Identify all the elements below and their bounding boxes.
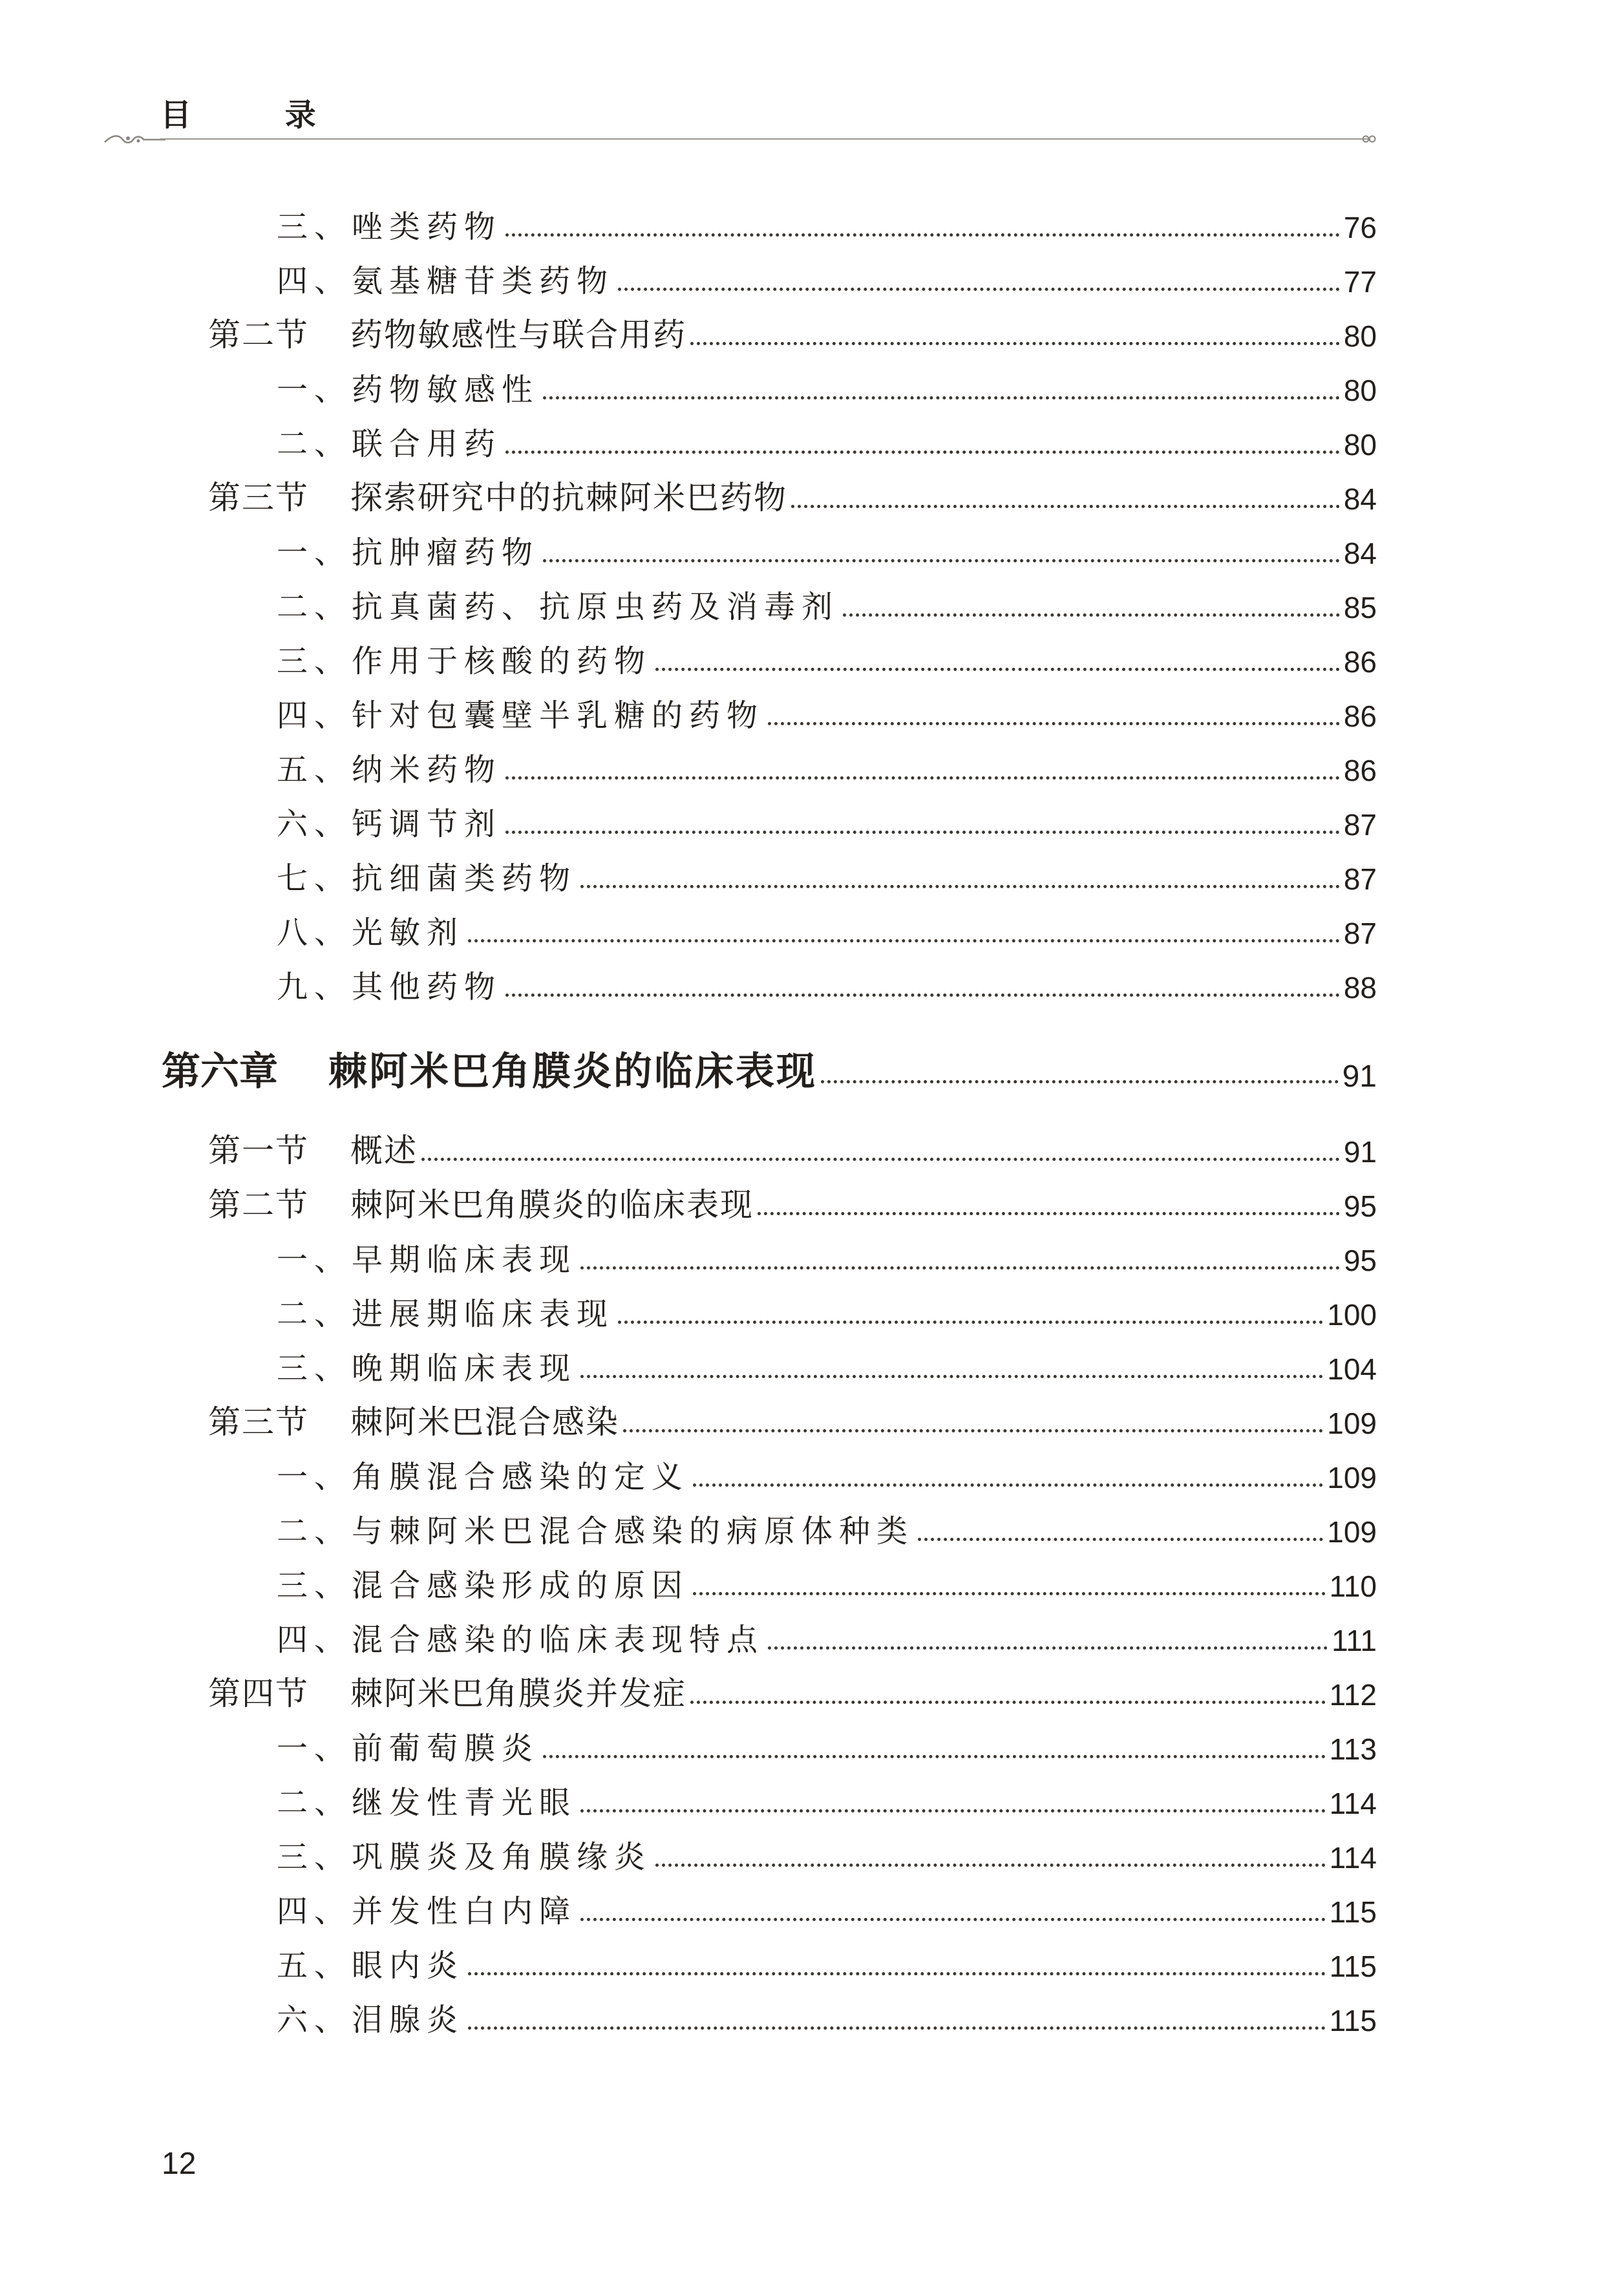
toc-entry-page: 84 <box>1343 537 1377 570</box>
toc-entry-page: 87 <box>1343 917 1377 950</box>
toc-entry-label: 七、 <box>277 860 352 897</box>
toc-entry-title: 唑类药物 <box>352 209 502 245</box>
dot-leader <box>690 342 1340 345</box>
toc-entry-label: 第三节 <box>208 1403 309 1441</box>
toc-entry-page: 110 <box>1329 1569 1377 1603</box>
toc-entry-label: 五、 <box>277 752 352 788</box>
toc-entry-page: 91 <box>1343 1135 1377 1169</box>
toc-entry-page: 112 <box>1329 1678 1377 1712</box>
toc-item <box>277 1993 1377 2039</box>
toc-item <box>277 1233 1377 1279</box>
toc-item <box>277 1722 1377 1767</box>
toc-item <box>277 363 1377 409</box>
toc-item <box>277 1939 1377 1984</box>
dot-leader <box>468 1972 1326 1975</box>
toc-entry-title: 探索研究中的抗棘阿米巴药物 <box>350 479 787 516</box>
toc-item <box>277 1342 1377 1387</box>
dot-leader <box>580 1375 1323 1378</box>
toc-entry-page: 87 <box>1343 862 1377 896</box>
toc-entry-label: 二、 <box>277 1785 352 1821</box>
dot-leader <box>623 1429 1323 1432</box>
toc-entry-page: 86 <box>1343 645 1377 679</box>
toc-entry-title: 药物敏感性 <box>352 372 540 408</box>
toc-entry-label: 九、 <box>277 969 352 1005</box>
toc-section <box>208 1125 1377 1170</box>
toc-entry-label: 一、 <box>277 535 352 571</box>
dot-leader <box>618 288 1340 291</box>
toc-entry-label: 一、 <box>277 1242 352 1278</box>
toc-item <box>277 689 1377 734</box>
dot-leader <box>468 939 1340 942</box>
toc-entry-title: 与棘阿米巴混合感染的病原体种类 <box>352 1513 915 1549</box>
dot-leader <box>768 1646 1328 1650</box>
toc-entry-page: 113 <box>1329 1732 1377 1766</box>
toc-section <box>208 472 1377 517</box>
dot-leader <box>843 613 1340 617</box>
toc-item <box>277 1776 1377 1822</box>
toc-entry-label: 一、 <box>277 1459 352 1495</box>
toc-item <box>277 1831 1377 1876</box>
toc-entry-label: 一、 <box>277 1730 352 1767</box>
dot-leader <box>580 885 1340 888</box>
toc-item <box>277 1451 1377 1496</box>
toc-entry-page: 86 <box>1343 754 1377 787</box>
toc-entry-title: 纳米药物 <box>352 752 502 788</box>
toc-entry-title: 针对包囊壁半乳糖的药物 <box>352 697 765 734</box>
toc-entry-page: 80 <box>1343 428 1377 462</box>
toc-entry-title: 光敏剂 <box>352 915 465 951</box>
dot-leader <box>655 1864 1326 1867</box>
toc-entry-label: 二、 <box>277 426 352 462</box>
toc-item <box>277 580 1377 626</box>
toc-entry-title: 联合用药 <box>352 426 502 462</box>
toc-item <box>277 635 1377 680</box>
toc-entry-page: 86 <box>1343 699 1377 733</box>
toc-entry-page: 95 <box>1343 1189 1377 1223</box>
toc-entry-title: 药物敏感性与联合用药 <box>350 316 686 354</box>
toc-section <box>208 1668 1377 1713</box>
dot-leader <box>690 1701 1326 1704</box>
toc-entry-page: 84 <box>1343 482 1377 516</box>
dot-leader <box>421 1158 1340 1161</box>
toc-entry-label: 三、 <box>277 643 352 679</box>
toc-entry-label: 四、 <box>277 1893 352 1929</box>
toc-item <box>277 961 1377 1006</box>
toc-entry-page: 80 <box>1343 374 1377 407</box>
toc-entry-title: 眼内炎 <box>352 1948 465 1984</box>
toc-entry-title: 混合感染的临床表现特点 <box>352 1622 765 1658</box>
dot-leader <box>791 505 1340 508</box>
dot-leader <box>693 1483 1323 1487</box>
toc-item <box>277 1885 1377 1930</box>
toc-entry-label: 第四节 <box>208 1675 309 1712</box>
toc-entry-title: 棘阿米巴角膜炎的临床表现 <box>328 1049 817 1094</box>
toc-entry-page: 100 <box>1327 1298 1377 1332</box>
dot-leader <box>543 1755 1326 1758</box>
toc-entry-label: 第三节 <box>208 479 309 516</box>
toc-entry-label: 一、 <box>277 372 352 408</box>
toc-entry-label: 三、 <box>277 1350 352 1387</box>
toc-entry-label: 三、 <box>277 209 352 245</box>
toc-entry-page: 104 <box>1327 1352 1377 1386</box>
dot-leader <box>505 994 1340 997</box>
header-title: 目 录 <box>160 97 357 133</box>
toc-entry-label: 二、 <box>277 589 352 625</box>
toc-entry-page: 109 <box>1327 1515 1377 1549</box>
toc-entry-title: 氨基糖苷类药物 <box>352 263 615 299</box>
toc-entry-label: 六、 <box>277 2002 352 2038</box>
toc-item <box>277 200 1377 246</box>
toc-entry-page: 115 <box>1329 1950 1377 1983</box>
toc-entry-label: 六、 <box>277 806 352 842</box>
dot-leader <box>505 451 1340 454</box>
toc-entry-page: 115 <box>1329 2004 1377 2037</box>
toc-entry-title: 继发性青光眼 <box>352 1785 577 1821</box>
toc-entry-title: 抗肿瘤药物 <box>352 535 540 571</box>
toc-entry-page: 88 <box>1343 971 1377 1004</box>
toc-entry-label: 三、 <box>277 1839 352 1875</box>
toc-entry-title: 晚期临床表现 <box>352 1350 577 1387</box>
toc-entry-title: 角膜混合感染的定义 <box>352 1459 690 1495</box>
dot-leader <box>821 1080 1339 1083</box>
toc-entry-page: 109 <box>1327 1407 1377 1440</box>
toc-entry-title: 抗真菌药、抗原虫药及消毒剂 <box>352 589 840 625</box>
toc-entry-label: 四、 <box>277 263 352 299</box>
page-number: 12 <box>162 2147 196 2181</box>
toc-entry-label: 第六章 <box>162 1049 278 1094</box>
toc-entry-label: 第二节 <box>208 316 309 354</box>
toc-item <box>277 798 1377 843</box>
dot-leader <box>580 1809 1326 1812</box>
toc-entry-page: 95 <box>1343 1244 1377 1277</box>
dot-leader <box>468 2026 1326 2030</box>
toc-entry-page: 111 <box>1332 1624 1377 1657</box>
dot-leader <box>918 1538 1323 1541</box>
toc-entry-label: 四、 <box>277 697 352 734</box>
toc-item <box>277 255 1377 300</box>
toc-entry-page: 114 <box>1329 1787 1377 1820</box>
dot-leader <box>693 1592 1326 1595</box>
dot-leader <box>505 776 1340 780</box>
dot-leader <box>505 233 1340 237</box>
toc-entry-title: 棘阿米巴混合感染 <box>350 1403 619 1441</box>
toc-entry-label: 三、 <box>277 1568 352 1604</box>
toc-entry-title: 混合感染形成的原因 <box>352 1568 690 1604</box>
toc-entry-title: 抗细菌类药物 <box>352 860 577 897</box>
toc-section <box>208 1396 1377 1441</box>
toc-entry-title: 前葡萄膜炎 <box>352 1730 540 1767</box>
toc-entry-label: 二、 <box>277 1296 352 1332</box>
toc-entry-label: 第二节 <box>208 1186 309 1224</box>
toc-entry-label: 八、 <box>277 915 352 951</box>
toc-entry-page: 109 <box>1327 1461 1377 1494</box>
toc-item <box>277 852 1377 897</box>
toc-entry-label: 第一节 <box>208 1132 309 1169</box>
toc-entry-title: 棘阿米巴角膜炎并发症 <box>350 1675 686 1712</box>
toc-entry-page: 87 <box>1343 808 1377 842</box>
toc-section <box>208 1179 1377 1224</box>
toc-entry-page: 91 <box>1342 1059 1377 1094</box>
toc-entry-label: 五、 <box>277 1948 352 1984</box>
toc-entry-page: 114 <box>1329 1841 1377 1875</box>
toc-entry-title: 早期临床表现 <box>352 1242 577 1278</box>
toc-entry-title: 其他药物 <box>352 969 502 1005</box>
dot-leader <box>655 668 1340 671</box>
dot-leader <box>543 396 1340 399</box>
toc-entry-page: 115 <box>1329 1895 1377 1929</box>
toc-item <box>277 418 1377 463</box>
dot-leader <box>580 1918 1326 1921</box>
toc-entry-title: 棘阿米巴角膜炎的临床表现 <box>350 1186 754 1224</box>
dot-leader <box>618 1321 1323 1324</box>
toc-item <box>277 1288 1377 1333</box>
dot-leader <box>768 722 1340 725</box>
toc-entry-title: 概述 <box>350 1132 418 1169</box>
dot-leader <box>580 1266 1340 1270</box>
dot-leader <box>505 831 1340 834</box>
toc-chapter <box>162 1041 1377 1095</box>
toc-entry-page: 76 <box>1343 211 1377 244</box>
toc-entry-label: 四、 <box>277 1622 352 1658</box>
toc-entry-page: 85 <box>1343 591 1377 624</box>
toc-entry-title: 进展期临床表现 <box>352 1296 615 1332</box>
toc-entry-title: 巩膜炎及角膜缘炎 <box>352 1839 652 1875</box>
toc-entry-title: 泪腺炎 <box>352 2002 465 2038</box>
toc-entry-label: 二、 <box>277 1513 352 1549</box>
toc-entry-page: 77 <box>1343 265 1377 299</box>
toc-entry-page: 80 <box>1343 319 1377 353</box>
toc-item <box>277 1505 1377 1550</box>
toc-entry-title: 并发性白内障 <box>352 1893 577 1929</box>
toc-item <box>277 526 1377 571</box>
toc-entry-title: 作用于核酸的药物 <box>352 643 652 679</box>
toc-entry-title: 钙调节剂 <box>352 806 502 842</box>
dot-leader <box>758 1212 1340 1215</box>
toc-item <box>277 743 1377 789</box>
toc-item <box>277 1559 1377 1604</box>
dot-leader <box>543 559 1340 562</box>
toc-item <box>277 1613 1377 1659</box>
toc-section <box>208 309 1377 354</box>
toc-item <box>277 906 1377 951</box>
